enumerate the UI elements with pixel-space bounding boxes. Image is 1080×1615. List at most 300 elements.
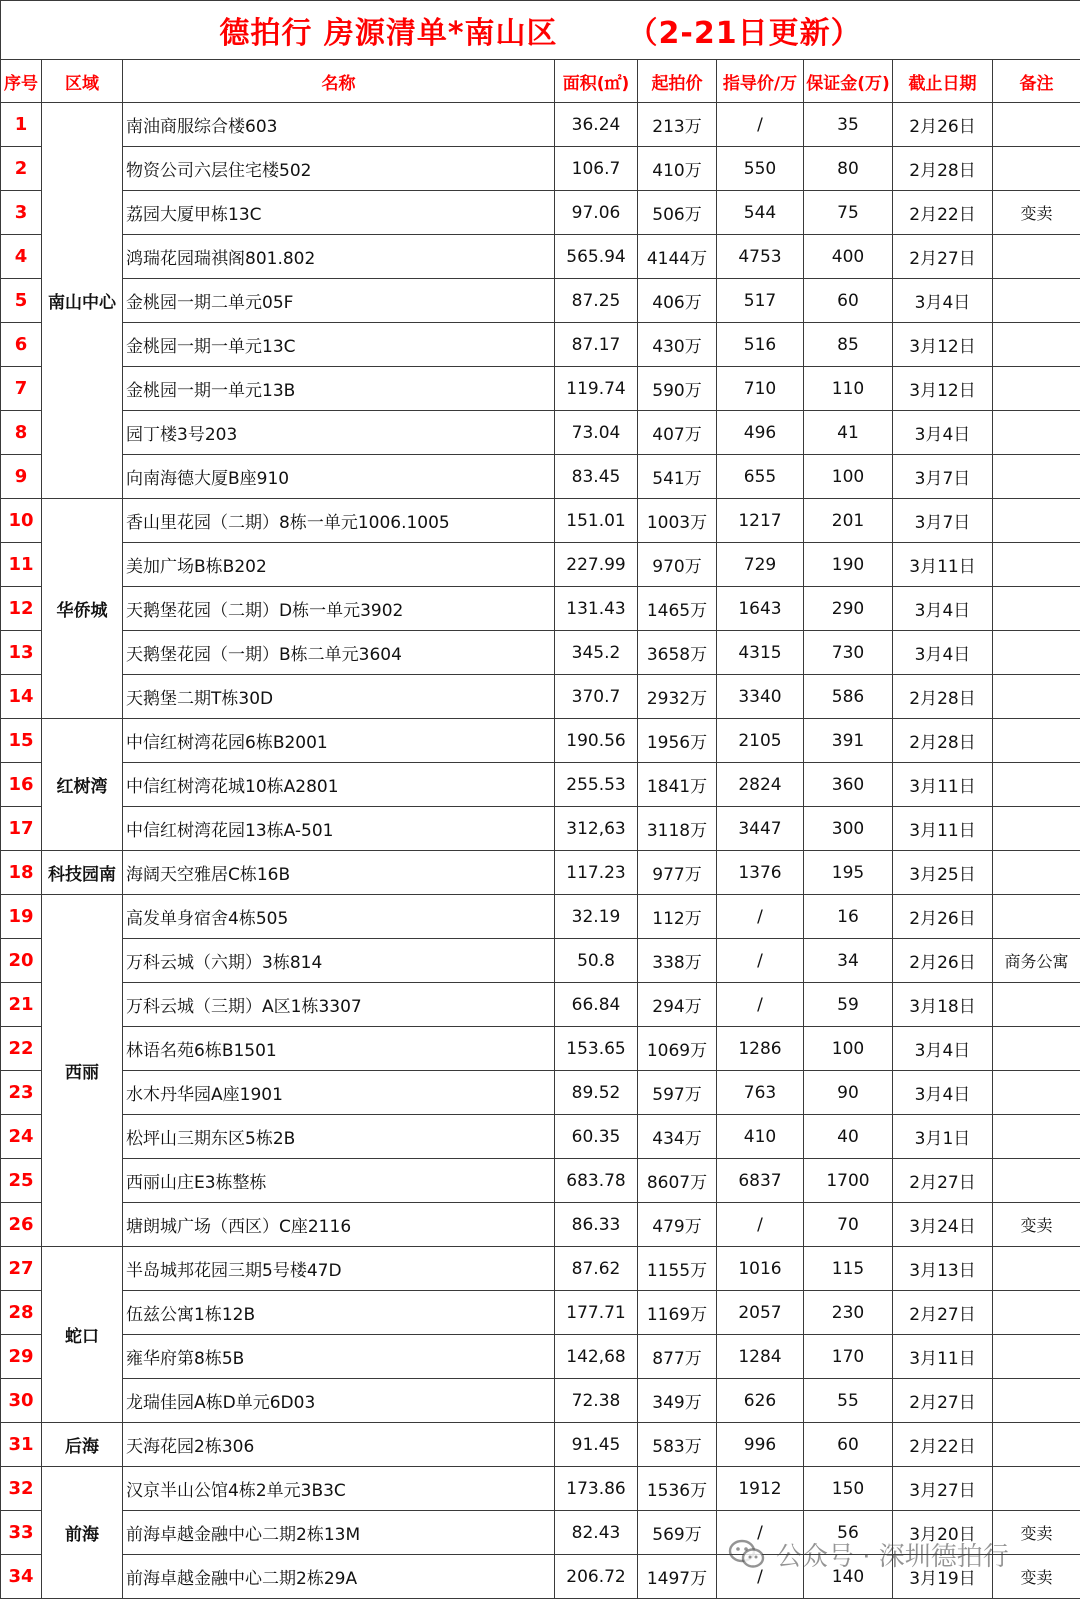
table-body <box>1 103 1080 1599</box>
deposit-cell: 85 <box>804 323 893 367</box>
table-row <box>1 1555 1080 1599</box>
start-price-cell: 1497万 <box>638 1555 717 1599</box>
deadline-cell: 3月24日 <box>893 1203 993 1247</box>
deposit-cell: 730 <box>804 631 893 675</box>
table-row <box>1 543 1080 587</box>
note-cell: 商务公寓 <box>993 939 1080 983</box>
note-cell <box>993 807 1080 851</box>
table-row <box>1 1511 1080 1555</box>
note-cell <box>993 279 1080 323</box>
note-cell <box>993 411 1080 455</box>
start-price-cell: 338万 <box>638 939 717 983</box>
region-cell: 华侨城 <box>42 499 123 719</box>
table-row <box>1 455 1080 499</box>
note-cell <box>993 147 1080 191</box>
table-row <box>1 587 1080 631</box>
guide-price-cell: 996 <box>717 1423 804 1467</box>
property-name: 水木丹华园A座1901 <box>123 1071 555 1115</box>
header-guide-price: 指导价/万 <box>717 60 804 103</box>
area-cell: 370.7 <box>555 675 638 719</box>
deposit-cell: 190 <box>804 543 893 587</box>
guide-price-cell: 6837 <box>717 1159 804 1203</box>
deadline-cell: 3月11日 <box>893 807 993 851</box>
deadline-cell: 3月11日 <box>893 543 993 587</box>
deposit-cell: 300 <box>804 807 893 851</box>
deposit-cell: 70 <box>804 1203 893 1247</box>
table-row <box>1 1423 1080 1467</box>
area-cell: 106.7 <box>555 147 638 191</box>
area-cell: 312,63 <box>555 807 638 851</box>
property-name: 塘朗城广场（西区）C座2116 <box>123 1203 555 1247</box>
note-cell <box>993 1115 1080 1159</box>
area-cell: 89.52 <box>555 1071 638 1115</box>
deadline-cell: 2月28日 <box>893 675 993 719</box>
start-price-cell: 1536万 <box>638 1467 717 1511</box>
guide-price-cell: 626 <box>717 1379 804 1423</box>
note-cell <box>993 719 1080 763</box>
start-price-cell: 1003万 <box>638 499 717 543</box>
watermark-text: 公众号 · 深圳德拍行 <box>776 1541 1009 1572</box>
table-row <box>1 1159 1080 1203</box>
note-cell <box>993 1159 1080 1203</box>
property-name: 物资公司六层住宅楼502 <box>123 147 555 191</box>
row-number: 22 <box>1 1027 42 1071</box>
guide-price-cell: 655 <box>717 455 804 499</box>
header-row <box>1 60 1080 103</box>
start-price-cell: 213万 <box>638 103 717 147</box>
note-cell <box>993 675 1080 719</box>
table-row <box>1 411 1080 455</box>
start-price-cell: 294万 <box>638 983 717 1027</box>
table-row <box>1 1291 1080 1335</box>
row-number: 10 <box>1 499 42 543</box>
property-name: 半岛城邦花园三期5号楼47D <box>123 1247 555 1291</box>
table-row <box>1 1203 1080 1247</box>
start-price-cell: 1956万 <box>638 719 717 763</box>
area-cell: 345.2 <box>555 631 638 675</box>
area-cell: 36.24 <box>555 103 638 147</box>
start-price-cell: 970万 <box>638 543 717 587</box>
area-cell: 50.8 <box>555 939 638 983</box>
area-cell: 153.65 <box>555 1027 638 1071</box>
note-cell <box>993 235 1080 279</box>
guide-price-cell: 729 <box>717 543 804 587</box>
deadline-cell: 2月28日 <box>893 147 993 191</box>
title-text: 德拍行 房源清单*南山区 <box>219 16 558 51</box>
deadline-cell: 3月7日 <box>893 455 993 499</box>
guide-price-cell: 710 <box>717 367 804 411</box>
start-price-cell: 1169万 <box>638 1291 717 1335</box>
row-number: 4 <box>1 235 42 279</box>
header-deadline: 截止日期 <box>893 60 993 103</box>
header-no: 序号 <box>1 60 42 103</box>
property-name: 天鹅堡花园（二期）D栋一单元3902 <box>123 587 555 631</box>
deposit-cell: 400 <box>804 235 893 279</box>
guide-price-cell: 1643 <box>717 587 804 631</box>
note-cell <box>993 631 1080 675</box>
note-cell <box>993 895 1080 939</box>
property-name: 鸿瑞花园瑞祺阁801.802 <box>123 235 555 279</box>
guide-price-cell: 1284 <box>717 1335 804 1379</box>
note-cell <box>993 455 1080 499</box>
deposit-cell: 34 <box>804 939 893 983</box>
property-name: 汉京半山公馆4栋2单元3B3C <box>123 1467 555 1511</box>
row-number: 3 <box>1 191 42 235</box>
start-price-cell: 479万 <box>638 1203 717 1247</box>
guide-price-cell: 1912 <box>717 1467 804 1511</box>
guide-price-cell: 4315 <box>717 631 804 675</box>
guide-price-cell: / <box>717 939 804 983</box>
deadline-cell: 3月11日 <box>893 1335 993 1379</box>
note-cell <box>993 1291 1080 1335</box>
deposit-cell: 41 <box>804 411 893 455</box>
table-row <box>1 367 1080 411</box>
start-price-cell: 590万 <box>638 367 717 411</box>
property-name: 中信红树湾花园13栋A-501 <box>123 807 555 851</box>
property-name: 松坪山三期东区5栋2B <box>123 1115 555 1159</box>
deposit-cell: 586 <box>804 675 893 719</box>
note-cell <box>993 543 1080 587</box>
deposit-cell: 195 <box>804 851 893 895</box>
area-cell: 87.62 <box>555 1247 638 1291</box>
area-cell: 173.86 <box>555 1467 638 1511</box>
table-row <box>1 851 1080 895</box>
guide-price-cell: / <box>717 103 804 147</box>
region-cell: 后海 <box>42 1423 123 1467</box>
region-cell: 南山中心 <box>42 103 123 499</box>
note-cell: 变卖 <box>993 1511 1080 1555</box>
area-cell: 91.45 <box>555 1423 638 1467</box>
row-number: 9 <box>1 455 42 499</box>
note-cell <box>993 1379 1080 1423</box>
deposit-cell: 360 <box>804 763 893 807</box>
row-number: 13 <box>1 631 42 675</box>
deposit-cell: 40 <box>804 1115 893 1159</box>
area-cell: 32.19 <box>555 895 638 939</box>
note-cell: 变卖 <box>993 1555 1080 1599</box>
note-cell <box>993 1467 1080 1511</box>
start-price-cell: 8607万 <box>638 1159 717 1203</box>
deadline-cell: 3月4日 <box>893 631 993 675</box>
area-cell: 82.43 <box>555 1511 638 1555</box>
table-row <box>1 1467 1080 1511</box>
header-name: 名称 <box>123 60 555 103</box>
table-row <box>1 719 1080 763</box>
row-number: 11 <box>1 543 42 587</box>
table-row <box>1 235 1080 279</box>
start-price-cell: 1155万 <box>638 1247 717 1291</box>
deposit-cell: 100 <box>804 1027 893 1071</box>
area-cell: 87.17 <box>555 323 638 367</box>
table-row <box>1 103 1080 147</box>
property-name: 金桃园一期一单元13C <box>123 323 555 367</box>
deadline-cell: 3月4日 <box>893 587 993 631</box>
deadline-cell: 3月4日 <box>893 279 993 323</box>
guide-price-cell: 1016 <box>717 1247 804 1291</box>
deposit-cell: 150 <box>804 1467 893 1511</box>
note-cell <box>993 1335 1080 1379</box>
note-cell <box>993 323 1080 367</box>
table-row <box>1 1379 1080 1423</box>
start-price-cell: 506万 <box>638 191 717 235</box>
deposit-cell: 90 <box>804 1071 893 1115</box>
table-row <box>1 807 1080 851</box>
deposit-cell: 140 <box>804 1555 893 1599</box>
guide-price-cell: 4753 <box>717 235 804 279</box>
start-price-cell: 541万 <box>638 455 717 499</box>
start-price-cell: 1069万 <box>638 1027 717 1071</box>
row-number: 29 <box>1 1335 42 1379</box>
property-name: 天海花园2栋306 <box>123 1423 555 1467</box>
property-name: 金桃园一期二单元05F <box>123 279 555 323</box>
area-cell: 206.72 <box>555 1555 638 1599</box>
table-row <box>1 1335 1080 1379</box>
area-cell: 119.74 <box>555 367 638 411</box>
area-cell: 227.99 <box>555 543 638 587</box>
property-name: 林语名苑6栋B1501 <box>123 1027 555 1071</box>
guide-price-cell: 2824 <box>717 763 804 807</box>
table-row <box>1 631 1080 675</box>
guide-price-cell: 410 <box>717 1115 804 1159</box>
table-row <box>1 1027 1080 1071</box>
region-cell: 前海 <box>42 1467 123 1599</box>
header-area: 面积(㎡) <box>555 60 638 103</box>
start-price-cell: 3658万 <box>638 631 717 675</box>
area-cell: 60.35 <box>555 1115 638 1159</box>
row-number: 27 <box>1 1247 42 1291</box>
deadline-cell: 3月4日 <box>893 411 993 455</box>
deposit-cell: 60 <box>804 1423 893 1467</box>
property-name: 金桃园一期一单元13B <box>123 367 555 411</box>
property-name: 天鹅堡二期T栋30D <box>123 675 555 719</box>
note-cell <box>993 983 1080 1027</box>
area-cell: 151.01 <box>555 499 638 543</box>
area-cell: 86.33 <box>555 1203 638 1247</box>
property-name: 香山里花园（二期）8栋一单元1006.1005 <box>123 499 555 543</box>
area-cell: 255.53 <box>555 763 638 807</box>
guide-price-cell: 1217 <box>717 499 804 543</box>
region-cell: 蛇口 <box>42 1247 123 1423</box>
deadline-cell: 3月27日 <box>893 1467 993 1511</box>
deadline-cell: 2月26日 <box>893 103 993 147</box>
row-number: 17 <box>1 807 42 851</box>
deposit-cell: 201 <box>804 499 893 543</box>
deadline-cell: 3月20日 <box>893 1511 993 1555</box>
start-price-cell: 597万 <box>638 1071 717 1115</box>
start-price-cell: 569万 <box>638 1511 717 1555</box>
header-start-price: 起拍价 <box>638 60 717 103</box>
property-name: 高发单身宿舍4栋505 <box>123 895 555 939</box>
property-name: 前海卓越金融中心二期2栋29A <box>123 1555 555 1599</box>
region-cell: 红树湾 <box>42 719 123 851</box>
property-name: 前海卓越金融中心二期2栋13M <box>123 1511 555 1555</box>
start-price-cell: 4144万 <box>638 235 717 279</box>
row-number: 30 <box>1 1379 42 1423</box>
guide-price-cell: 550 <box>717 147 804 191</box>
table-row <box>1 499 1080 543</box>
area-cell: 565.94 <box>555 235 638 279</box>
guide-price-cell: 3340 <box>717 675 804 719</box>
table-row <box>1 675 1080 719</box>
row-number: 18 <box>1 851 42 895</box>
property-name: 雍华府第8栋5B <box>123 1335 555 1379</box>
deadline-cell: 2月28日 <box>893 719 993 763</box>
deposit-cell: 115 <box>804 1247 893 1291</box>
deadline-cell: 2月27日 <box>893 235 993 279</box>
property-name: 龙瑞佳园A栋D单元6D03 <box>123 1379 555 1423</box>
note-cell: 变卖 <box>993 1203 1080 1247</box>
row-number: 15 <box>1 719 42 763</box>
guide-price-cell: / <box>717 1555 804 1599</box>
guide-price-cell: 763 <box>717 1071 804 1115</box>
property-name: 园丁楼3号203 <box>123 411 555 455</box>
deadline-cell: 3月25日 <box>893 851 993 895</box>
property-name: 西丽山庄E3栋整栋 <box>123 1159 555 1203</box>
area-cell: 72.38 <box>555 1379 638 1423</box>
property-name: 美加广场B栋B202 <box>123 543 555 587</box>
property-name: 海阔天空雅居C栋16B <box>123 851 555 895</box>
start-price-cell: 2932万 <box>638 675 717 719</box>
deadline-cell: 3月12日 <box>893 367 993 411</box>
property-name: 中信红树湾花园6栋B2001 <box>123 719 555 763</box>
note-cell <box>993 587 1080 631</box>
deposit-cell: 60 <box>804 279 893 323</box>
start-price-cell: 434万 <box>638 1115 717 1159</box>
deadline-cell: 2月26日 <box>893 895 993 939</box>
row-number: 8 <box>1 411 42 455</box>
row-number: 5 <box>1 279 42 323</box>
row-number: 28 <box>1 1291 42 1335</box>
area-cell: 66.84 <box>555 983 638 1027</box>
deposit-cell: 1700 <box>804 1159 893 1203</box>
deadline-cell: 2月26日 <box>893 939 993 983</box>
row-number: 14 <box>1 675 42 719</box>
area-cell: 142,68 <box>555 1335 638 1379</box>
area-cell: 117.23 <box>555 851 638 895</box>
note-cell <box>993 1247 1080 1291</box>
table-row <box>1 191 1080 235</box>
row-number: 32 <box>1 1467 42 1511</box>
guide-price-cell: 2057 <box>717 1291 804 1335</box>
area-cell: 683.78 <box>555 1159 638 1203</box>
deposit-cell: 55 <box>804 1379 893 1423</box>
start-price-cell: 877万 <box>638 1335 717 1379</box>
row-number: 23 <box>1 1071 42 1115</box>
table-row <box>1 1071 1080 1115</box>
property-name: 向南海德大厦B座910 <box>123 455 555 499</box>
row-number: 19 <box>1 895 42 939</box>
guide-price-cell: 1286 <box>717 1027 804 1071</box>
start-price-cell: 977万 <box>638 851 717 895</box>
start-price-cell: 349万 <box>638 1379 717 1423</box>
table-row <box>1 939 1080 983</box>
deposit-cell: 56 <box>804 1511 893 1555</box>
row-number: 1 <box>1 103 42 147</box>
deadline-cell: 2月27日 <box>893 1291 993 1335</box>
deadline-cell: 3月4日 <box>893 1027 993 1071</box>
row-number: 16 <box>1 763 42 807</box>
deadline-cell: 2月22日 <box>893 1423 993 1467</box>
table-row <box>1 895 1080 939</box>
header-deposit: 保证金(万) <box>804 60 893 103</box>
row-number: 31 <box>1 1423 42 1467</box>
deposit-cell: 16 <box>804 895 893 939</box>
deposit-cell: 170 <box>804 1335 893 1379</box>
area-cell: 87.25 <box>555 279 638 323</box>
deposit-cell: 75 <box>804 191 893 235</box>
guide-price-cell: 516 <box>717 323 804 367</box>
table-row <box>1 983 1080 1027</box>
property-name: 中信红树湾花城10栋A2801 <box>123 763 555 807</box>
region-cell: 西丽 <box>42 895 123 1247</box>
property-name: 万科云城（三期）A区1栋3307 <box>123 983 555 1027</box>
deadline-cell: 3月13日 <box>893 1247 993 1291</box>
property-name: 天鹅堡花园（一期）B栋二单元3604 <box>123 631 555 675</box>
guide-price-cell: 517 <box>717 279 804 323</box>
property-name: 南油商服综合楼603 <box>123 103 555 147</box>
area-cell: 190.56 <box>555 719 638 763</box>
start-price-cell: 407万 <box>638 411 717 455</box>
row-number: 12 <box>1 587 42 631</box>
deposit-cell: 59 <box>804 983 893 1027</box>
note-cell <box>993 1027 1080 1071</box>
property-name: 万科云城（六期）3栋814 <box>123 939 555 983</box>
row-number: 21 <box>1 983 42 1027</box>
region-cell: 科技园南 <box>42 851 123 895</box>
guide-price-cell: / <box>717 1203 804 1247</box>
deposit-cell: 100 <box>804 455 893 499</box>
area-cell: 177.71 <box>555 1291 638 1335</box>
note-cell <box>993 103 1080 147</box>
deadline-cell: 3月18日 <box>893 983 993 1027</box>
start-price-cell: 430万 <box>638 323 717 367</box>
table-row <box>1 1247 1080 1291</box>
property-name: 伍兹公寓1栋12B <box>123 1291 555 1335</box>
area-cell: 83.45 <box>555 455 638 499</box>
table-row <box>1 147 1080 191</box>
start-price-cell: 3118万 <box>638 807 717 851</box>
note-cell <box>993 1423 1080 1467</box>
deadline-cell: 2月27日 <box>893 1159 993 1203</box>
start-price-cell: 410万 <box>638 147 717 191</box>
deposit-cell: 80 <box>804 147 893 191</box>
note-cell <box>993 367 1080 411</box>
start-price-cell: 1465万 <box>638 587 717 631</box>
deadline-cell: 3月11日 <box>893 763 993 807</box>
note-cell <box>993 851 1080 895</box>
table-row <box>1 763 1080 807</box>
page-title <box>1 1 1080 60</box>
deadline-cell: 2月22日 <box>893 191 993 235</box>
area-cell: 97.06 <box>555 191 638 235</box>
row-number: 7 <box>1 367 42 411</box>
row-number: 33 <box>1 1511 42 1555</box>
guide-price-cell: 1376 <box>717 851 804 895</box>
note-cell <box>993 1071 1080 1115</box>
row-number: 26 <box>1 1203 42 1247</box>
guide-price-cell: / <box>717 895 804 939</box>
row-number: 2 <box>1 147 42 191</box>
deposit-cell: 35 <box>804 103 893 147</box>
deadline-cell: 3月12日 <box>893 323 993 367</box>
table-row <box>1 279 1080 323</box>
table-row <box>1 1115 1080 1159</box>
deadline-cell: 3月19日 <box>893 1555 993 1599</box>
start-price-cell: 112万 <box>638 895 717 939</box>
deadline-cell: 3月7日 <box>893 499 993 543</box>
header-region: 区域 <box>42 60 123 103</box>
note-cell <box>993 763 1080 807</box>
